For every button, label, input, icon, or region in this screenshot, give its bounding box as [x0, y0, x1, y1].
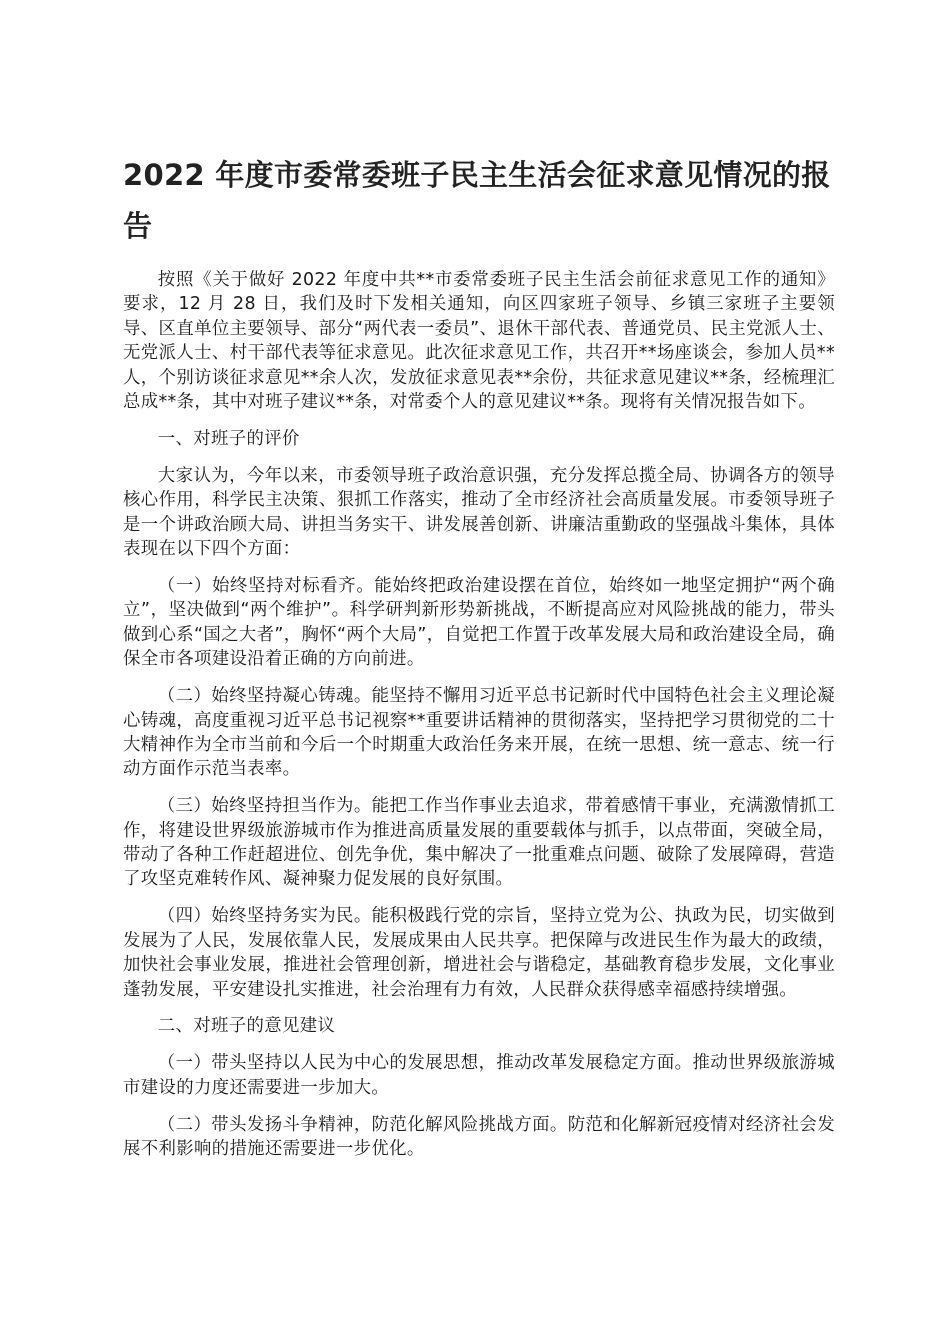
intro-paragraph: 按照《关于做好 2022 年度中共**市委常委班子民主生活会前征求意见工作的通知》要求，12 月 28 日，我们及时下发相关通知，向区四家班子领导、乡镇三家班子主要领导、区直单位主要领导、部分“两代表一委员”、退休干部代表、普通党员、民主党派人士、无党派人士、村干部代表等征求意见。此次征求意见工作，共召开**场座谈会，参加人员**人，个别访谈征求意见**余人次，发放征求意见表**余份，共征求意见建议**条，经梳理汇总成**条，其中对班子建议**条，对常委个人的意见建议**条。现将有关情况报告如下。: [123, 270, 835, 413]
evaluation-intro-paragraph: 大家认为，今年以来，市委领导班子政治意识强，充分发挥总揽全局、协调各方的领导核心作用，科学民主决策、狠抓工作落实，推动了全市经济社会高质量发展。市委领导班子是一个讲政治顾大局、讲担当务实干、讲发展善创新、讲廉洁重勤政的坚强战斗集体，具体表现在以下四个方面：: [123, 465, 835, 560]
evaluation-item: （三）始终坚持担当作为。能把工作当作事业去追求，带着感情干事业，充满激情抓工作，将建设世界级旅游城市作为推进高质量发展的重要载体与抓手，以点带面，突破全局，带动了各种工作赶超进位、创先争优，集中解决了一批重难点问题、破除了发展障碍，营造了攻坚克难转作风、凝神聚力促发展的良好氛围。: [123, 796, 835, 890]
section-heading-evaluation: 一、对班子的评价: [157, 428, 300, 449]
section-heading-suggestions: 二、对班子的意见建议: [157, 1016, 336, 1037]
evaluation-item: （一）始终坚持对标看齐。能始终把政治建设摆在首位，始终如一地坚定拥护“两个确立”，坚决做到“两个维护”。科学研判新形势新挑战，不断提高应对风险挑战的能力，带头做到心系“国之大者”，胸怀“两个大局”，自觉把工作置于改革发展大局和政治建设全局，确保全市各项建设沿着正确的方向前进。: [123, 575, 835, 670]
evaluation-item: （二）始终坚持凝心铸魂。能坚持不懈用习近平总书记新时代中国特色社会主义理论凝心铸魂，高度重视习近平总书记视察**重要讲话精神的贯彻落实，坚持把学习贯彻党的二十大精神作为全市当前和今后一个时期重大政治任务来开展，在统一思想、统一意志、统一行动方面作示范当表率。: [123, 686, 835, 780]
evaluation-item: （四）始终坚持务实为民。能积极践行党的宗旨，坚持立党为公、执政为民，切实做到发展为了人民，发展依靠人民，发展成果由人民共享。把保障与改进民生作为最大的政绩，加快社会事业发展，推进社会管理创新，增进社会与谐稳定，基础教育稳步发展，文化事业蓬勃发展，平安建设扎实推进，社会治理有力有效，人民群众获得感幸福感持续增强。: [123, 906, 835, 1000]
suggestion-item: （二）带头发扬斗争精神，防范化解风险挑战方面。防范和化解新冠疫情对经济社会发展不利影响的措施还需要进一步优化。: [123, 1114, 835, 1160]
document-title: 2022 年度市委常委班子民主生活会征求意见情况的报告: [123, 158, 831, 243]
document-page: [123, 150, 835, 1174]
suggestion-item: （一）带头坚持以人民为中心的发展思想，推动改革发展稳定方面。推动世界级旅游城市建设的力度还需要进一步加大。: [123, 1053, 835, 1098]
